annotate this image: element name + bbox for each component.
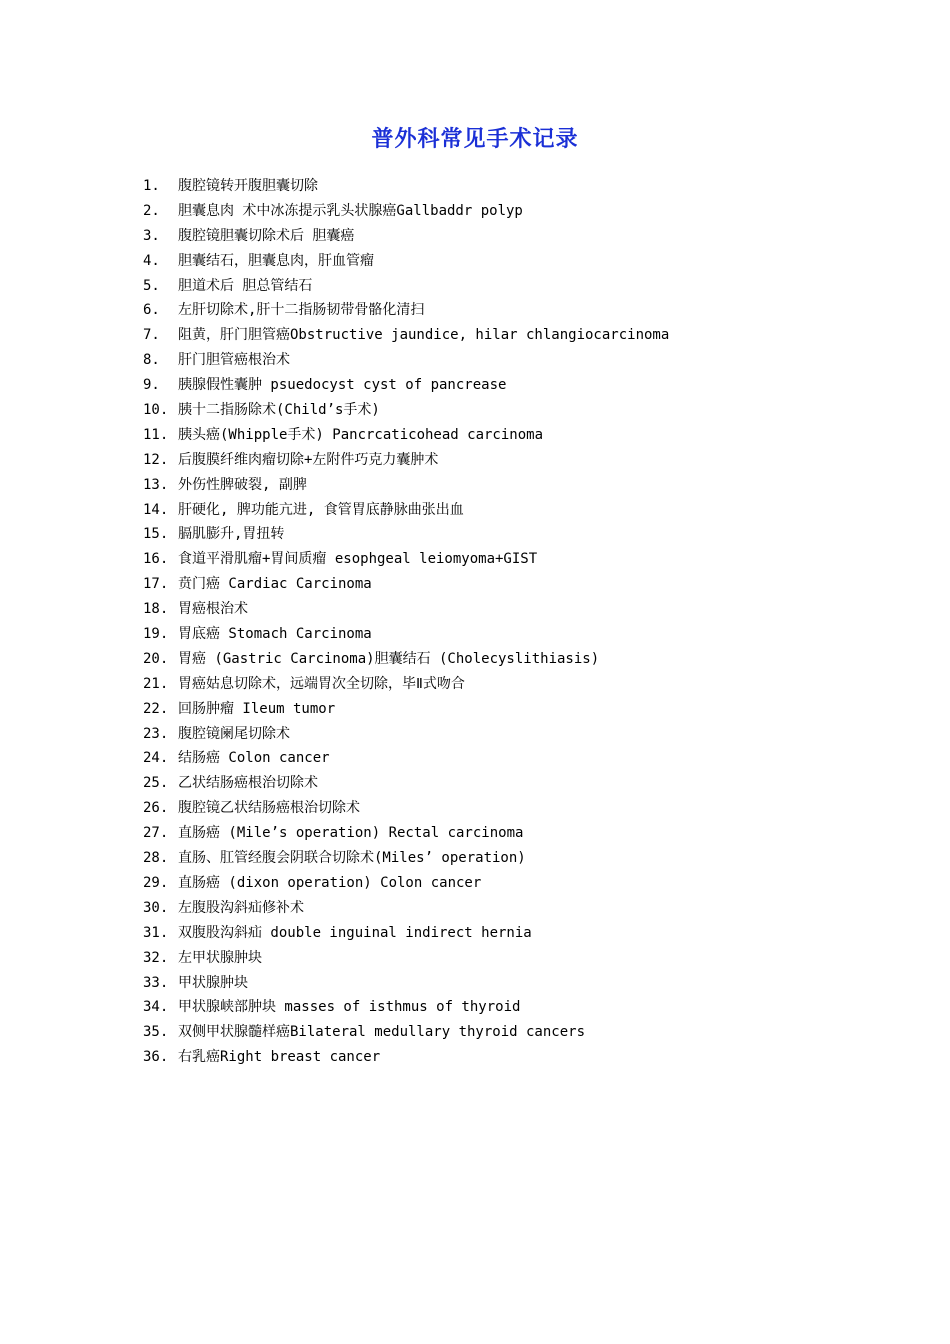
list-item-number: 7.	[143, 327, 160, 344]
list-item-text: 左肝切除术,肝十二指肠韧带骨骼化清扫	[178, 302, 425, 319]
list-item-text: 乙状结肠癌根治切除术	[178, 775, 318, 792]
list-item	[143, 995, 669, 1020]
list-item	[143, 348, 669, 373]
list-item-text: 甲状腺肿块	[178, 974, 248, 991]
list-item-number: 28.	[143, 850, 169, 867]
list-item	[143, 572, 669, 597]
list-item-number: 10.	[143, 402, 169, 419]
list-item	[143, 498, 669, 523]
list-item	[143, 821, 669, 846]
list-item-number: 30.	[143, 899, 169, 916]
list-item-number: 29.	[143, 874, 169, 891]
list-item-text: 右乳癌Right breast cancer	[178, 1049, 381, 1066]
list-item-text: 腹腔镜转开腹胆囊切除	[178, 178, 318, 194]
list-item-number: 2.	[143, 202, 160, 219]
list-item-text: 胆道术后 胆总管结石	[178, 277, 313, 294]
list-item-text: 直肠癌 (dixon operation) Colon cancer	[178, 874, 482, 891]
list-item-text: 肝硬化, 脾功能亢进, 食管胃底静脉曲张出血	[178, 501, 464, 518]
list-item-number: 18.	[143, 601, 169, 618]
list-item-text: 肝门胆管癌根治术	[178, 352, 290, 369]
list-item-text: 回肠肿瘤 Ileum tumor	[178, 700, 336, 717]
list-item	[143, 249, 669, 274]
list-item-text: 直肠、肛管经腹会阴联合切除术(Miles’ operation)	[178, 850, 526, 867]
list-item-number: 8.	[143, 352, 160, 369]
list-item	[143, 746, 669, 771]
list-item-text: 左腹股沟斜疝修补术	[178, 899, 304, 916]
list-item	[143, 896, 669, 921]
list-item-number: 31.	[143, 924, 169, 941]
list-item	[143, 398, 669, 423]
list-item-text: 胃癌 (Gastric Carcinoma)胆囊结石 (Cholecyslithiasis)	[178, 650, 600, 667]
list-item	[143, 771, 669, 796]
list-item-text: 甲状腺峡部肿块 masses of isthmus of thyroid	[178, 999, 521, 1016]
list-item	[143, 1020, 669, 1045]
list-item	[143, 946, 669, 971]
list-item-text: 食道平滑肌瘤+胃间质瘤 esophgeal leiomyoma+GIST	[178, 551, 538, 568]
list-item-number: 9.	[143, 377, 160, 394]
list-item-text: 腹腔镜乙状结肠癌根治切除术	[178, 800, 360, 817]
list-item-number: 6.	[143, 302, 160, 319]
list-item-number: 14.	[143, 501, 169, 518]
list-item	[143, 323, 669, 348]
list-item	[143, 174, 669, 199]
list-item	[143, 547, 669, 572]
list-item-text: 胆囊结石，胆囊息肉，肝血管瘤	[178, 252, 374, 269]
list-item-text: 腹腔镜阑尾切除术	[178, 725, 290, 742]
list-item	[143, 423, 669, 448]
list-item	[143, 1045, 669, 1070]
list-item-text: 结肠癌 Colon cancer	[178, 750, 330, 767]
list-item-number: 36.	[143, 1049, 169, 1066]
list-item-text: 膈肌膨升,胃扭转	[178, 526, 285, 543]
list-item	[143, 647, 669, 672]
list-item-number: 17.	[143, 576, 169, 593]
list-item-text: 双腹股沟斜疝 double inguinal indirect hernia	[178, 924, 532, 941]
list-item-number: 33.	[143, 974, 169, 991]
list-item-number: 24.	[143, 750, 169, 767]
list-item-text: 左甲状腺肿块	[178, 949, 262, 966]
list-item-text: 胰腺假性囊肿 psuedocyst cyst of pancrease	[178, 377, 507, 394]
list-item	[143, 622, 669, 647]
list-item-number: 19.	[143, 626, 169, 643]
list-item-text: 阻黄，肝门胆管癌Obstructive jaundice, hilar chlangiocarcinoma	[178, 327, 670, 344]
list-item-text: 腹腔镜胆囊切除术后 胆囊癌	[178, 227, 355, 244]
list-item-number: 27.	[143, 825, 169, 842]
list-item-text: 后腹膜纤维肉瘤切除+左附件巧克力囊肿术	[178, 451, 439, 468]
list-item	[143, 871, 669, 896]
list-item	[143, 199, 669, 224]
list-item-number: 13.	[143, 476, 169, 493]
list-item-number: 23.	[143, 725, 169, 742]
list-item-number: 15.	[143, 526, 169, 543]
list-item-text: 直肠癌 (Mile’s operation) Rectal carcinoma	[178, 825, 524, 842]
list-item-text: 胰十二指肠除术(Child’s手术)	[178, 402, 380, 419]
list-item-text: 胃癌姑息切除术，远端胃次全切除，毕Ⅱ式吻合	[178, 675, 465, 692]
list-item-number: 16.	[143, 551, 169, 568]
list-item-number: 32.	[143, 949, 169, 966]
list-item-number: 3.	[143, 227, 160, 244]
list-item-number: 11.	[143, 426, 169, 443]
list-item	[143, 448, 669, 473]
list-item	[143, 522, 669, 547]
list-item-text: 双侧甲状腺髓样癌Bilateral medullary thyroid cancers	[178, 1024, 586, 1041]
list-item-text: 胃底癌 Stomach Carcinoma	[178, 626, 372, 643]
list-item-text: 贲门癌 Cardiac Carcinoma	[178, 576, 372, 593]
list-item	[143, 846, 669, 871]
list-item-number: 25.	[143, 775, 169, 792]
list-item-number: 35.	[143, 1024, 169, 1041]
list-item-number: 1.	[143, 178, 160, 194]
list-item	[143, 672, 669, 697]
surgery-list	[143, 174, 669, 1070]
list-item-text: 胆囊息肉 术中冰冻提示乳头状腺癌Gallbaddr polyp	[178, 202, 523, 219]
list-item-number: 5.	[143, 277, 160, 294]
list-item-number: 21.	[143, 675, 169, 692]
list-item	[143, 921, 669, 946]
list-item-number: 4.	[143, 252, 160, 269]
list-item	[143, 971, 669, 996]
list-item	[143, 597, 669, 622]
list-item-text: 胰头癌(Whipple手术) Pancrcaticohead carcinoma	[178, 426, 544, 443]
list-item	[143, 473, 669, 498]
list-item	[143, 796, 669, 821]
list-item-text: 外伤性脾破裂, 副脾	[178, 476, 307, 493]
list-item-number: 20.	[143, 650, 169, 667]
list-item-number: 12.	[143, 451, 169, 468]
list-item-number: 26.	[143, 800, 169, 817]
list-item-text: 胃癌根治术	[178, 601, 248, 618]
list-item	[143, 274, 669, 299]
list-item	[143, 373, 669, 398]
list-item	[143, 224, 669, 249]
list-item-number: 34.	[143, 999, 169, 1016]
list-item	[143, 298, 669, 323]
list-item	[143, 697, 669, 722]
list-item	[143, 722, 669, 747]
list-item-number: 22.	[143, 700, 169, 717]
document-title: 普外科常见手术记录	[371, 126, 579, 152]
